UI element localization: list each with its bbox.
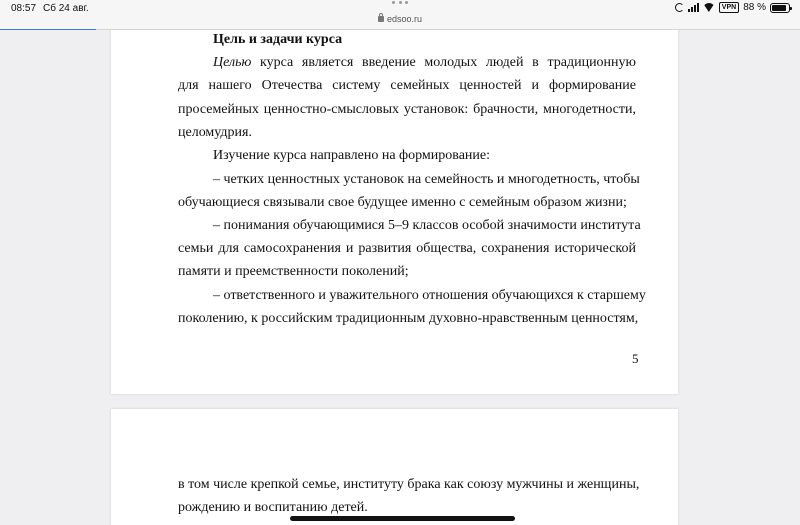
bullet-line: – четких ценностных установок на семейность и многодетность, чтобы: [213, 172, 640, 187]
status-indicators: [675, 2, 790, 13]
rotation-lock-icon: [675, 3, 684, 12]
paragraph-line: целомудрия.: [178, 125, 252, 140]
status-time: 08:57: [11, 3, 37, 14]
vpn-badge: VPN: [719, 2, 739, 13]
url-text: edsoo.ru: [386, 14, 423, 24]
text-span: курса является введение молодых людей в традиционную: [260, 55, 636, 70]
bullet-line: – понимания обучающимися 5–9 классов особой значимости института: [213, 218, 641, 233]
page-number: 5: [632, 351, 639, 366]
wifi-icon: [703, 3, 715, 12]
paragraph-line: для нашего Отечества систему семейных ценностей и формирование: [178, 78, 636, 93]
bullet-line: обучающиеся связывали свое будущее именно с семейным образом жизни;: [178, 195, 627, 210]
toolbar-divider: [0, 29, 800, 30]
more-dots-icon[interactable]: [392, 1, 408, 7]
intro-line: Изучение курса направлено на формирование:: [213, 148, 490, 163]
bullet-line: – ответственного и уважительного отношения обучающихся к старшему: [213, 288, 646, 303]
section-heading: Цель и задачи курса: [213, 32, 343, 47]
status-date: Сб 24 авг.: [43, 3, 89, 14]
paragraph-line: [178, 55, 636, 71]
lock-icon: [378, 16, 384, 22]
status-bar: [0, 0, 800, 29]
home-indicator[interactable]: [290, 516, 515, 521]
italic-lead: Целью: [213, 55, 252, 70]
battery-percent: 88 %: [743, 2, 766, 13]
bullet-line: памяти и преемственности поколений;: [178, 264, 409, 279]
address-bar[interactable]: [0, 14, 800, 24]
cellular-signal-icon: [688, 3, 699, 12]
bullet-line: семьи для самосохранения и развития общества, сохранения исторической: [178, 241, 636, 256]
paragraph-line: просемейных ценностно-смысловых установок: брачности, многодетности,: [178, 102, 636, 117]
bullet-line: поколению, к российским традиционным духовно-нравственным ценностям,: [178, 311, 639, 326]
battery-icon: [770, 3, 790, 13]
paragraph-line: в том числе крепкой семье, институту брака как союзу мужчины и женщины,: [178, 477, 640, 492]
paragraph-line: рождению и воспитанию детей.: [178, 500, 368, 515]
loading-progress-bar: [0, 29, 96, 30]
